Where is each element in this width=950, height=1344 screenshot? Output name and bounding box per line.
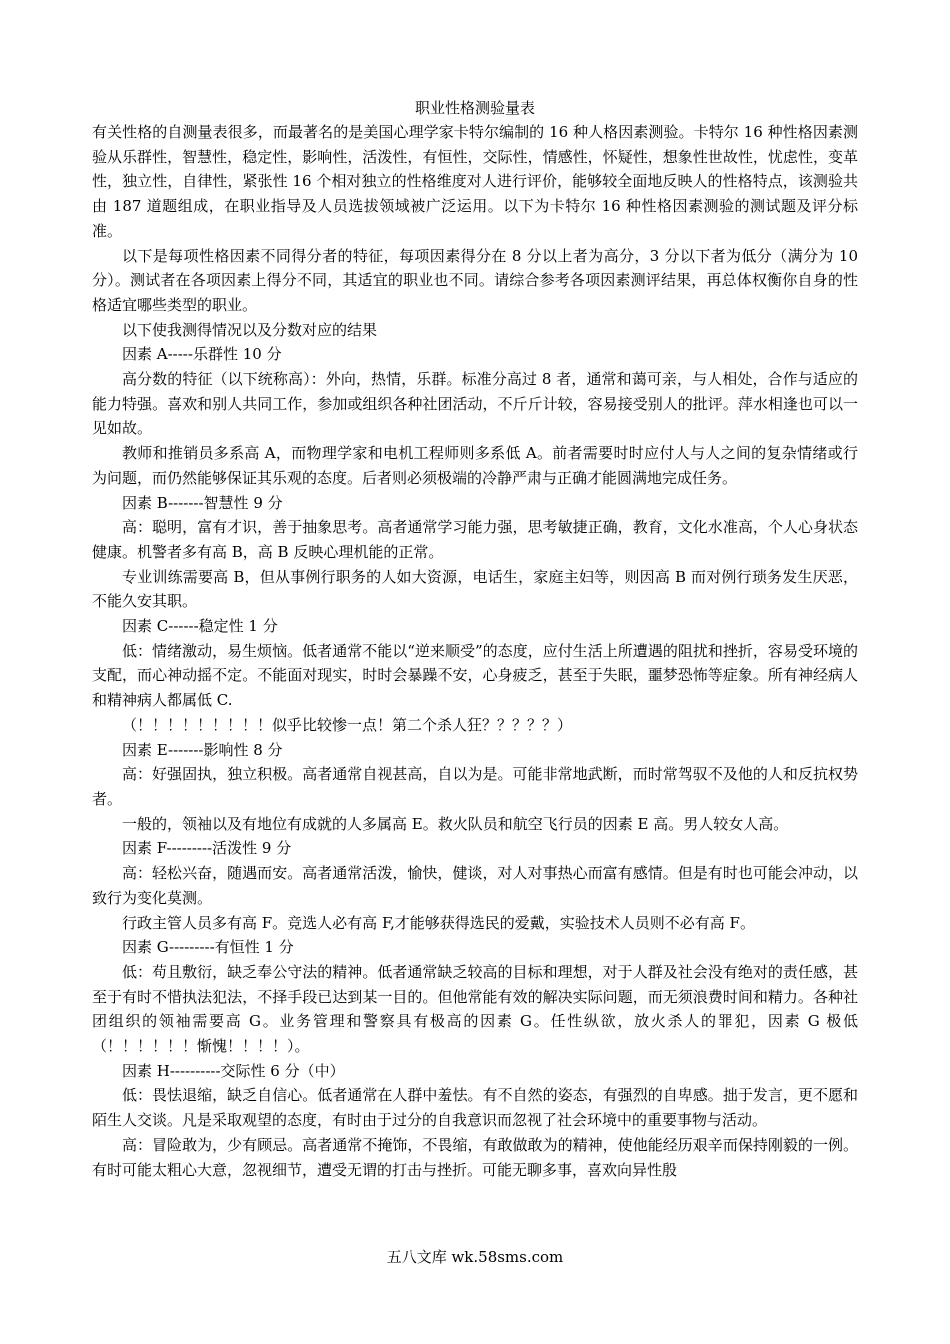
document-title: 职业性格测验量表 [414, 99, 535, 117]
paragraph: 行政主管人员多有高 F。竞选人必有高 F,才能够获得选民的爱戴，实验技术人员则不必有高 F。 [122, 913, 755, 932]
paragraph: 低：畏怯退缩，缺乏自信心。低者通常在人群中羞怯。有不自然的姿态，有强烈的自卑感。拙于发言，更不愿和陌生人交谈。凡是采取观望的态度，有时由于过分的自我意识而忽视了社会环境中的重要事物与活动。 [92, 1086, 858, 1130]
paragraph: 因素 G---------有恒性 1 分 [122, 938, 294, 957]
paragraph: 高：聪明，富有才识，善于抽象思考。高者通常学习能力强，思考敏捷正确，教育，文化水准高，个人心身状态健康。机警者多有高 B，高 B 反映心理机能的正常。 [92, 518, 858, 561]
paragraph: 一般的，领袖以及有地位有成就的人多属高 E。救火队员和航空飞行员的因素 E 高。男人较女人高。 [122, 814, 789, 833]
paragraph: 教师和推销员多系高 A，而物理学家和电机工程师则多系低 A。前者需要时时应付人与人之间的复杂情绪或行为问题，而仍然能够保证其乐观的态度。后者则必须极端的冷静严肃与正确才能圆满地完成任务。 [92, 444, 858, 487]
footer-watermark: 五八文库 wk.58sms.com [386, 1248, 564, 1266]
paragraph: 高：冒险敢为，少有顾忌。高者通常不掩饰，不畏缩，有敢做敢为的精神，使他能经历艰辛而保持刚毅的一例。有时可能太粗心大意，忽视细节，遭受无谓的打击与挫折。可能无聊多事，喜欢向异性殷 [92, 1135, 858, 1179]
paragraph: 高分数的特征（以下统称高）：外向，热情，乐群。标准分高过 8 者，通常和蔼可亲，与人相处，合作与适应的能力特强。喜欢和别人共同工作，参加或组织各种社团活动，不斤斤计较，容易接受别人的批评。萍水相逢也可以一见如故。 [92, 370, 858, 438]
paragraph: （！！！！！！！！！似乎比较惨一点！第二个杀人狂？？？？？） [122, 715, 573, 734]
paragraph: 因素 B-------智慧性 9 分 [122, 493, 283, 512]
paragraph: 低：情绪激动，易生烦恼。低者通常不能以“逆来顺受”的态度，应付生活上所遭遇的阻扰和挫折，容易受环境的支配，而心神动摇不定。不能面对现实，时时会暴躁不安，心身疲乏，甚至于失眠，噩梦恐怖等症象。所有神经病人和精神病人都属低 C. [92, 641, 858, 710]
paragraph: 有关性格的自测量表很多，而最著名的是美国心理学家卡特尔编制的 16 种人格因素测验。卡特尔 16 种性格因素测验从乐群性，智慧性，稳定性，影响性，活泼性，有恒性，交际性，情感性，怀疑性，想象性世故性，忧虑性，变革性，独立性，自律性，紧张性 16 个相对独立的性格维度对人进行评价，能够较全面地反映人的性格特点，该测验共由 187 道题组成，在职业指导及人员选拔领域被广泛运用。以下为卡特尔 16 种性格因素测验的测试题及评分标准。 [92, 123, 858, 240]
paragraph: 以下是每项性格因素不同得分者的特征，每项因素得分在 8 分以上者为高分，3 分以下者为低分（满分为 10 分）。测试者在各项因素上得分不同，其适宜的职业也不同。请综合参考各项因素测评结果，再总体权衡你自身的性格适宜哪些类型的职业。 [92, 246, 858, 314]
paragraph: 因素 F---------活泼性 9 分 [122, 839, 292, 858]
paragraph: 因素 E-------影响性 8 分 [122, 740, 283, 759]
paragraph: 高：好强固执，独立积极。高者通常自视甚高，自以为是。可能非常地武断，而时常驾驭不及他的人和反抗权势者。 [92, 765, 858, 808]
document-body [92, 120, 858, 1182]
paragraph: 专业训练需要高 B，但从事例行职务的人如大资源，电话生，家庭主妇等，则因高 B 而对例行琐务发生厌恶，不能久安其职。 [92, 567, 858, 611]
paragraph: 因素 A-----乐群性 10 分 [122, 345, 282, 364]
paragraph: 因素 C------稳定性 1 分 [122, 617, 278, 636]
paragraph: 高：轻松兴奋，随遇而安。高者通常活泼，愉快，健谈，对人对事热心而富有感情。但是有时也可能会冲动，以致行为变化莫测。 [92, 864, 858, 907]
paragraph: 以下使我测得情况以及分数对应的结果 [122, 320, 378, 339]
paragraph: 因素 H----------交际性 6 分（中） [122, 1061, 345, 1080]
paragraph: 低：苟且敷衍，缺乏奉公守法的精神。低者通常缺乏较高的目标和理想，对于人群及社会没有绝对的责任感，甚至于有时不惜执法犯法，不择手段已达到某一目的。但他常能有效的解决实际问题，而无须浪费时间和精力。各种社团组织的领袖需要高 G。业务管理和警察具有极高的因素 G。任性纵欲，放火杀人的罪犯，因素 G 极低（！！！！！！惭愧！！！！）。 [92, 962, 858, 1056]
